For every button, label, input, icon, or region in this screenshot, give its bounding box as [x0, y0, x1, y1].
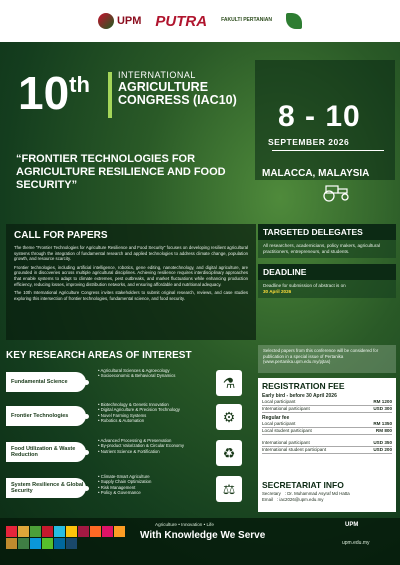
list-item: • Socioeconomic & Behavioral Dynamics [98, 373, 208, 378]
research-area-label: System Resilience & Global Security [6, 478, 86, 498]
recycle-icon: ♻ [216, 440, 242, 466]
divider [272, 150, 384, 151]
sdg-icon [90, 526, 101, 537]
fee-row: International participant USD 300 [262, 406, 392, 411]
call-for-papers-panel [6, 224, 256, 340]
fee-row: International student participant USD 200 [262, 447, 392, 452]
event-month-year: SEPTEMBER 2026 [268, 137, 350, 147]
deadline-date: 30 April 2026 [263, 289, 292, 294]
sdg-icon [54, 526, 65, 537]
sdg-icon [6, 526, 17, 537]
list-item: • Agricultural Sciences & Agroecology [98, 368, 208, 373]
targeted-heading: TARGETED DELEGATES [258, 224, 396, 240]
fee-row: Local student participant RM 800 [262, 428, 392, 433]
research-area-list [98, 402, 208, 424]
congress-title: AGRICULTURE CONGRESS (IAC10) [118, 80, 237, 107]
logo-strip [0, 0, 400, 42]
sdg-icon [54, 538, 65, 549]
sdg-icon [114, 526, 125, 537]
research-area-label: Food Utilization & Waste Reduction [6, 442, 86, 462]
research-area [6, 436, 252, 470]
fee-row: International participant USD 350 [262, 440, 392, 445]
footer-tagline: Agriculture • Innovation • Life [155, 522, 214, 527]
early-bird-label: Early bird - before 30 April 2026 [262, 393, 337, 399]
list-item: • By-product Valorization & Circular Economy [98, 443, 208, 448]
list-item: • Climate-Smart Agriculture [98, 474, 208, 479]
key-research-heading: KEY RESEARCH AREAS OF INTEREST [6, 350, 192, 361]
research-area-label: Fundamental Science [6, 372, 86, 392]
edition-number: 10th [18, 67, 90, 119]
footer-upm-logo: UPM [345, 522, 359, 528]
sdg-icon [30, 538, 41, 549]
accent-bar [108, 72, 112, 118]
tractor-icon [318, 180, 352, 202]
list-item: • Novel Farming Systems [98, 413, 208, 418]
leaf-icon [286, 13, 302, 29]
targeted-text: All researchers, academicians, policy makers, agricultural practitioners, entrepreneurs, and students. [258, 240, 396, 258]
research-area-list [98, 368, 208, 379]
research-area [6, 400, 252, 434]
list-item: • Robotics & Automation [98, 418, 208, 423]
list-item: • Nutrient Science & Fortification [98, 449, 208, 454]
email-row: Email : iac2026@upm.edu.my [262, 496, 324, 502]
sdg-icon [18, 526, 29, 537]
list-item: • Supply Chain Optimization [98, 479, 208, 484]
microscope-icon: ⚗ [216, 370, 242, 396]
secretariat-heading: SECRETARIAT INFO [262, 480, 344, 490]
registration-heading: REGISTRATION FEE [262, 381, 345, 391]
theme-text: “FRONTIER TECHNOLOGIES FOR AGRICULTURE RESILIENCE AND FOOD SECURITY” [16, 153, 226, 191]
secretariat-panel [258, 478, 396, 512]
deadline-text: Deadline for submission of abstract is on 30 April 2026 [258, 280, 396, 298]
balance-icon: ⚖ [216, 476, 242, 502]
international-label: INTERNATIONAL [118, 70, 196, 80]
deadline-heading: DEADLINE [258, 264, 396, 280]
event-location: MALACCA, MALAYSIA [262, 168, 370, 179]
delegates-deadline-panel [258, 224, 396, 340]
list-item: • Risk Management [98, 485, 208, 490]
sdg-icon [66, 526, 77, 537]
cfp-paragraph: Frontier technologies, including artificial intelligence, robotics, gene editing, nanotechnology, and digital agriculture, are grounded in discoveries across multiple agricultural disciplines. Achieving resilience requires interdisciplinary approaches that enable systems to adapt to climate extremes, pest outbreaks, and market fluctuations while enhancing production efficiency, reducing losses, improving distribution networks, and ensuring affordable and nutritional adequacy. [14, 264, 248, 287]
publication-note: Selected papers from this conference will be considered for publication in a special issue of Pertanika (www.pertanika.upm.edu.my/pjtas) [258, 345, 396, 373]
sdg-icon [102, 526, 113, 537]
sdg-icon [30, 526, 41, 537]
fee-row: Local participant RM 1200 [262, 399, 392, 404]
faculty-logo: FAKULTI PERTANIAN [221, 17, 273, 24]
research-area [6, 472, 252, 506]
list-item: • Biotechnology & Genetic Innovation [98, 402, 208, 407]
research-area-list [98, 438, 208, 454]
list-item: • Digital Agriculture & Precision Technology [98, 407, 208, 412]
putra-logo: PUTRA [155, 12, 208, 30]
sdg-icon [6, 538, 17, 549]
cfp-heading: CALL FOR PAPERS [14, 230, 108, 241]
cfp-paragraph: The 10th International Agriculture Congress invites stakeholders to submit original research, reviews, and case studies exploring this intersection of frontier technologies, fundamental science, and food security. [14, 290, 248, 301]
sdg-icon [42, 538, 53, 549]
plant-logo [286, 13, 302, 29]
sdg-icons [6, 526, 126, 549]
cfp-paragraph: The theme "Frontier Technologies for Agriculture Resilience and Food Security" focuses on developing resilient agricultural systems through the integration of fundamental research and applied technologies to address climate change, population growth, and resource scarcity. [14, 245, 248, 262]
fee-row: Local participant RM 1350 [262, 421, 392, 426]
robot-arm-icon: ⚙ [216, 404, 242, 430]
upm-crest-icon [98, 13, 114, 29]
list-item: • Policy & Governance [98, 490, 208, 495]
sdg-icon [66, 538, 77, 549]
upm-logo: UPM [98, 13, 141, 29]
sdg-icon [78, 526, 89, 537]
research-area [6, 366, 252, 400]
footer-slogan: With Knowledge We Serve [140, 530, 266, 541]
sdg-icon [42, 526, 53, 537]
footer-url[interactable]: upm.edu.my [342, 540, 370, 546]
research-area-label: Frontier Technologies [6, 406, 86, 426]
sdg-icon [18, 538, 29, 549]
regular-fee-label: Regular fee [262, 415, 290, 421]
list-item: • Advanced Processing & Preservation [98, 438, 208, 443]
secretary-row: Secretary : Dr. Muhammad Asyraf Md Hatta [262, 491, 350, 496]
research-area-list [98, 474, 208, 496]
event-dates: 8 - 10 [278, 100, 361, 133]
